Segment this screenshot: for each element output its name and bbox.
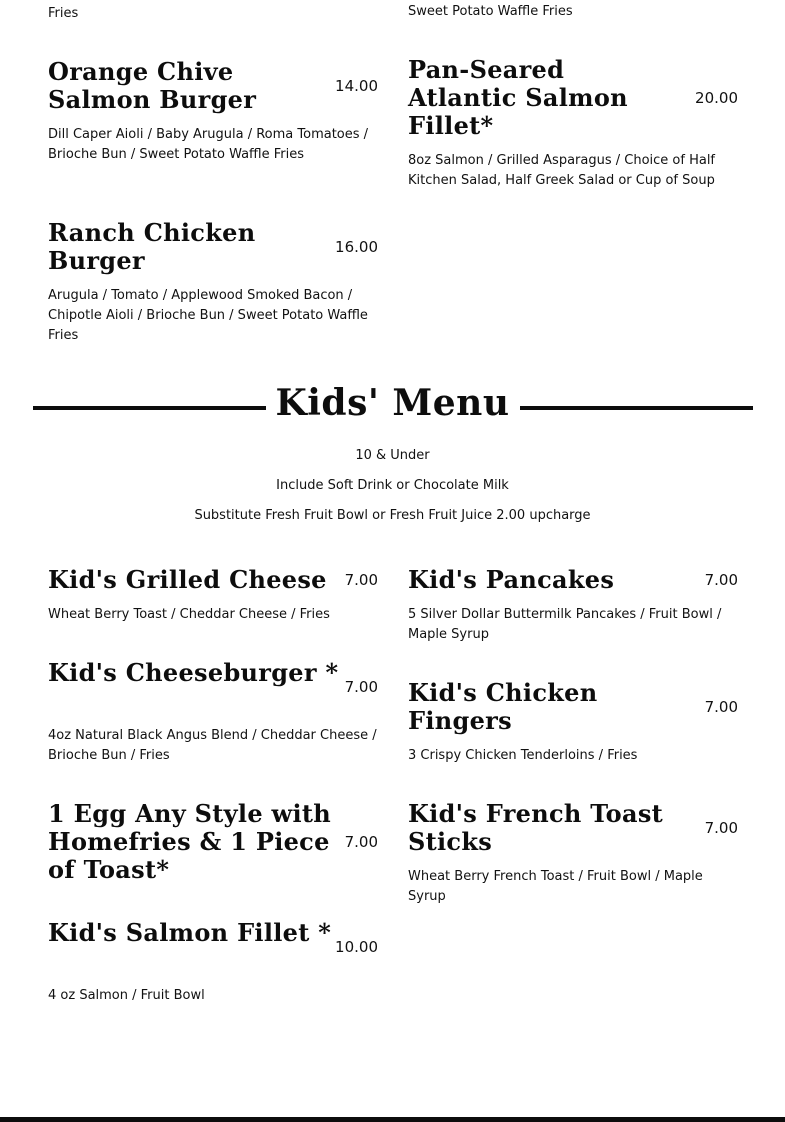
kids-item-price: 7.00 <box>704 571 738 589</box>
item-description: 8oz Salmon / Grilled Asparagus / Choice of Half Kitchen Salad, Half Greek Salad or Cup of Soup <box>408 153 716 188</box>
kids-item-name: Kid's Pancakes <box>408 565 615 594</box>
kids-item-name: Kid's Grilled Cheese <box>48 565 327 594</box>
partial-description-left: Fries <box>48 6 79 21</box>
kids-item-name: Kid's Cheeseburger * <box>48 658 339 687</box>
kids-item-description: 4oz Natural Black Angus Blend / Cheddar Cheese / Brioche Bun / Fries <box>48 728 377 763</box>
kids-item-description: 4 oz Salmon / Fruit Bowl <box>48 988 205 1003</box>
drink-note: Include Soft Drink or Chocolate Milk <box>276 478 509 493</box>
kids-item-description: Wheat Berry Toast / Cheddar Cheese / Fries <box>48 607 330 622</box>
kids-item-description: Wheat Berry French Toast / Fruit Bowl / Maple Syrup <box>408 869 703 904</box>
kids-item-description: 3 Crispy Chicken Tenderloins / Fries <box>408 748 638 763</box>
kids-item-name: Kid's French Toast Sticks <box>408 799 664 856</box>
kids-item-price: 7.00 <box>344 571 378 589</box>
kids-item-name: 1 Egg Any Style with Homefries & 1 Piece of Toast* <box>48 799 332 884</box>
heading-rule-right <box>520 406 753 410</box>
kids-item-name: Kid's Chicken Fingers <box>408 678 598 735</box>
kids-item-price: 7.00 <box>344 678 378 696</box>
item-description: Dill Caper Aioli / Baby Arugula / Roma Tomatoes / Brioche Bun / Sweet Potato Waffle Fries <box>48 127 369 162</box>
kids-item-price: 7.00 <box>704 698 738 716</box>
substitute-note: Substitute Fresh Fruit Bowl or Fresh Fruit Juice 2.00 upcharge <box>194 508 591 523</box>
partial-description-right: Sweet Potato Waffle Fries <box>408 4 573 19</box>
item-name: Orange Chive Salmon Burger <box>48 57 257 114</box>
kids-item-name: Kid's Salmon Fillet * <box>48 918 332 947</box>
item-description: Arugula / Tomato / Applewood Smoked Bacon / Chipotle Aioli / Brioche Bun / Sweet Potato Waffle Fries <box>48 288 368 343</box>
kids-item-price: 7.00 <box>344 833 378 851</box>
item-price: 16.00 <box>335 238 378 256</box>
item-name: Pan-Seared Atlantic Salmon Fillet* <box>408 55 628 140</box>
kids-item-price: 7.00 <box>704 819 738 837</box>
kids-item-price: 10.00 <box>335 938 378 956</box>
item-price: 20.00 <box>695 89 738 107</box>
kids-item-description: 5 Silver Dollar Buttermilk Pancakes / Fruit Bowl / Maple Syrup <box>408 607 722 642</box>
bottom-border <box>0 1117 785 1122</box>
age-note: 10 & Under <box>355 448 430 463</box>
item-price: 14.00 <box>335 77 378 95</box>
item-name: Ranch Chicken Burger <box>48 218 256 275</box>
section-title: Kids' Menu <box>275 382 510 424</box>
